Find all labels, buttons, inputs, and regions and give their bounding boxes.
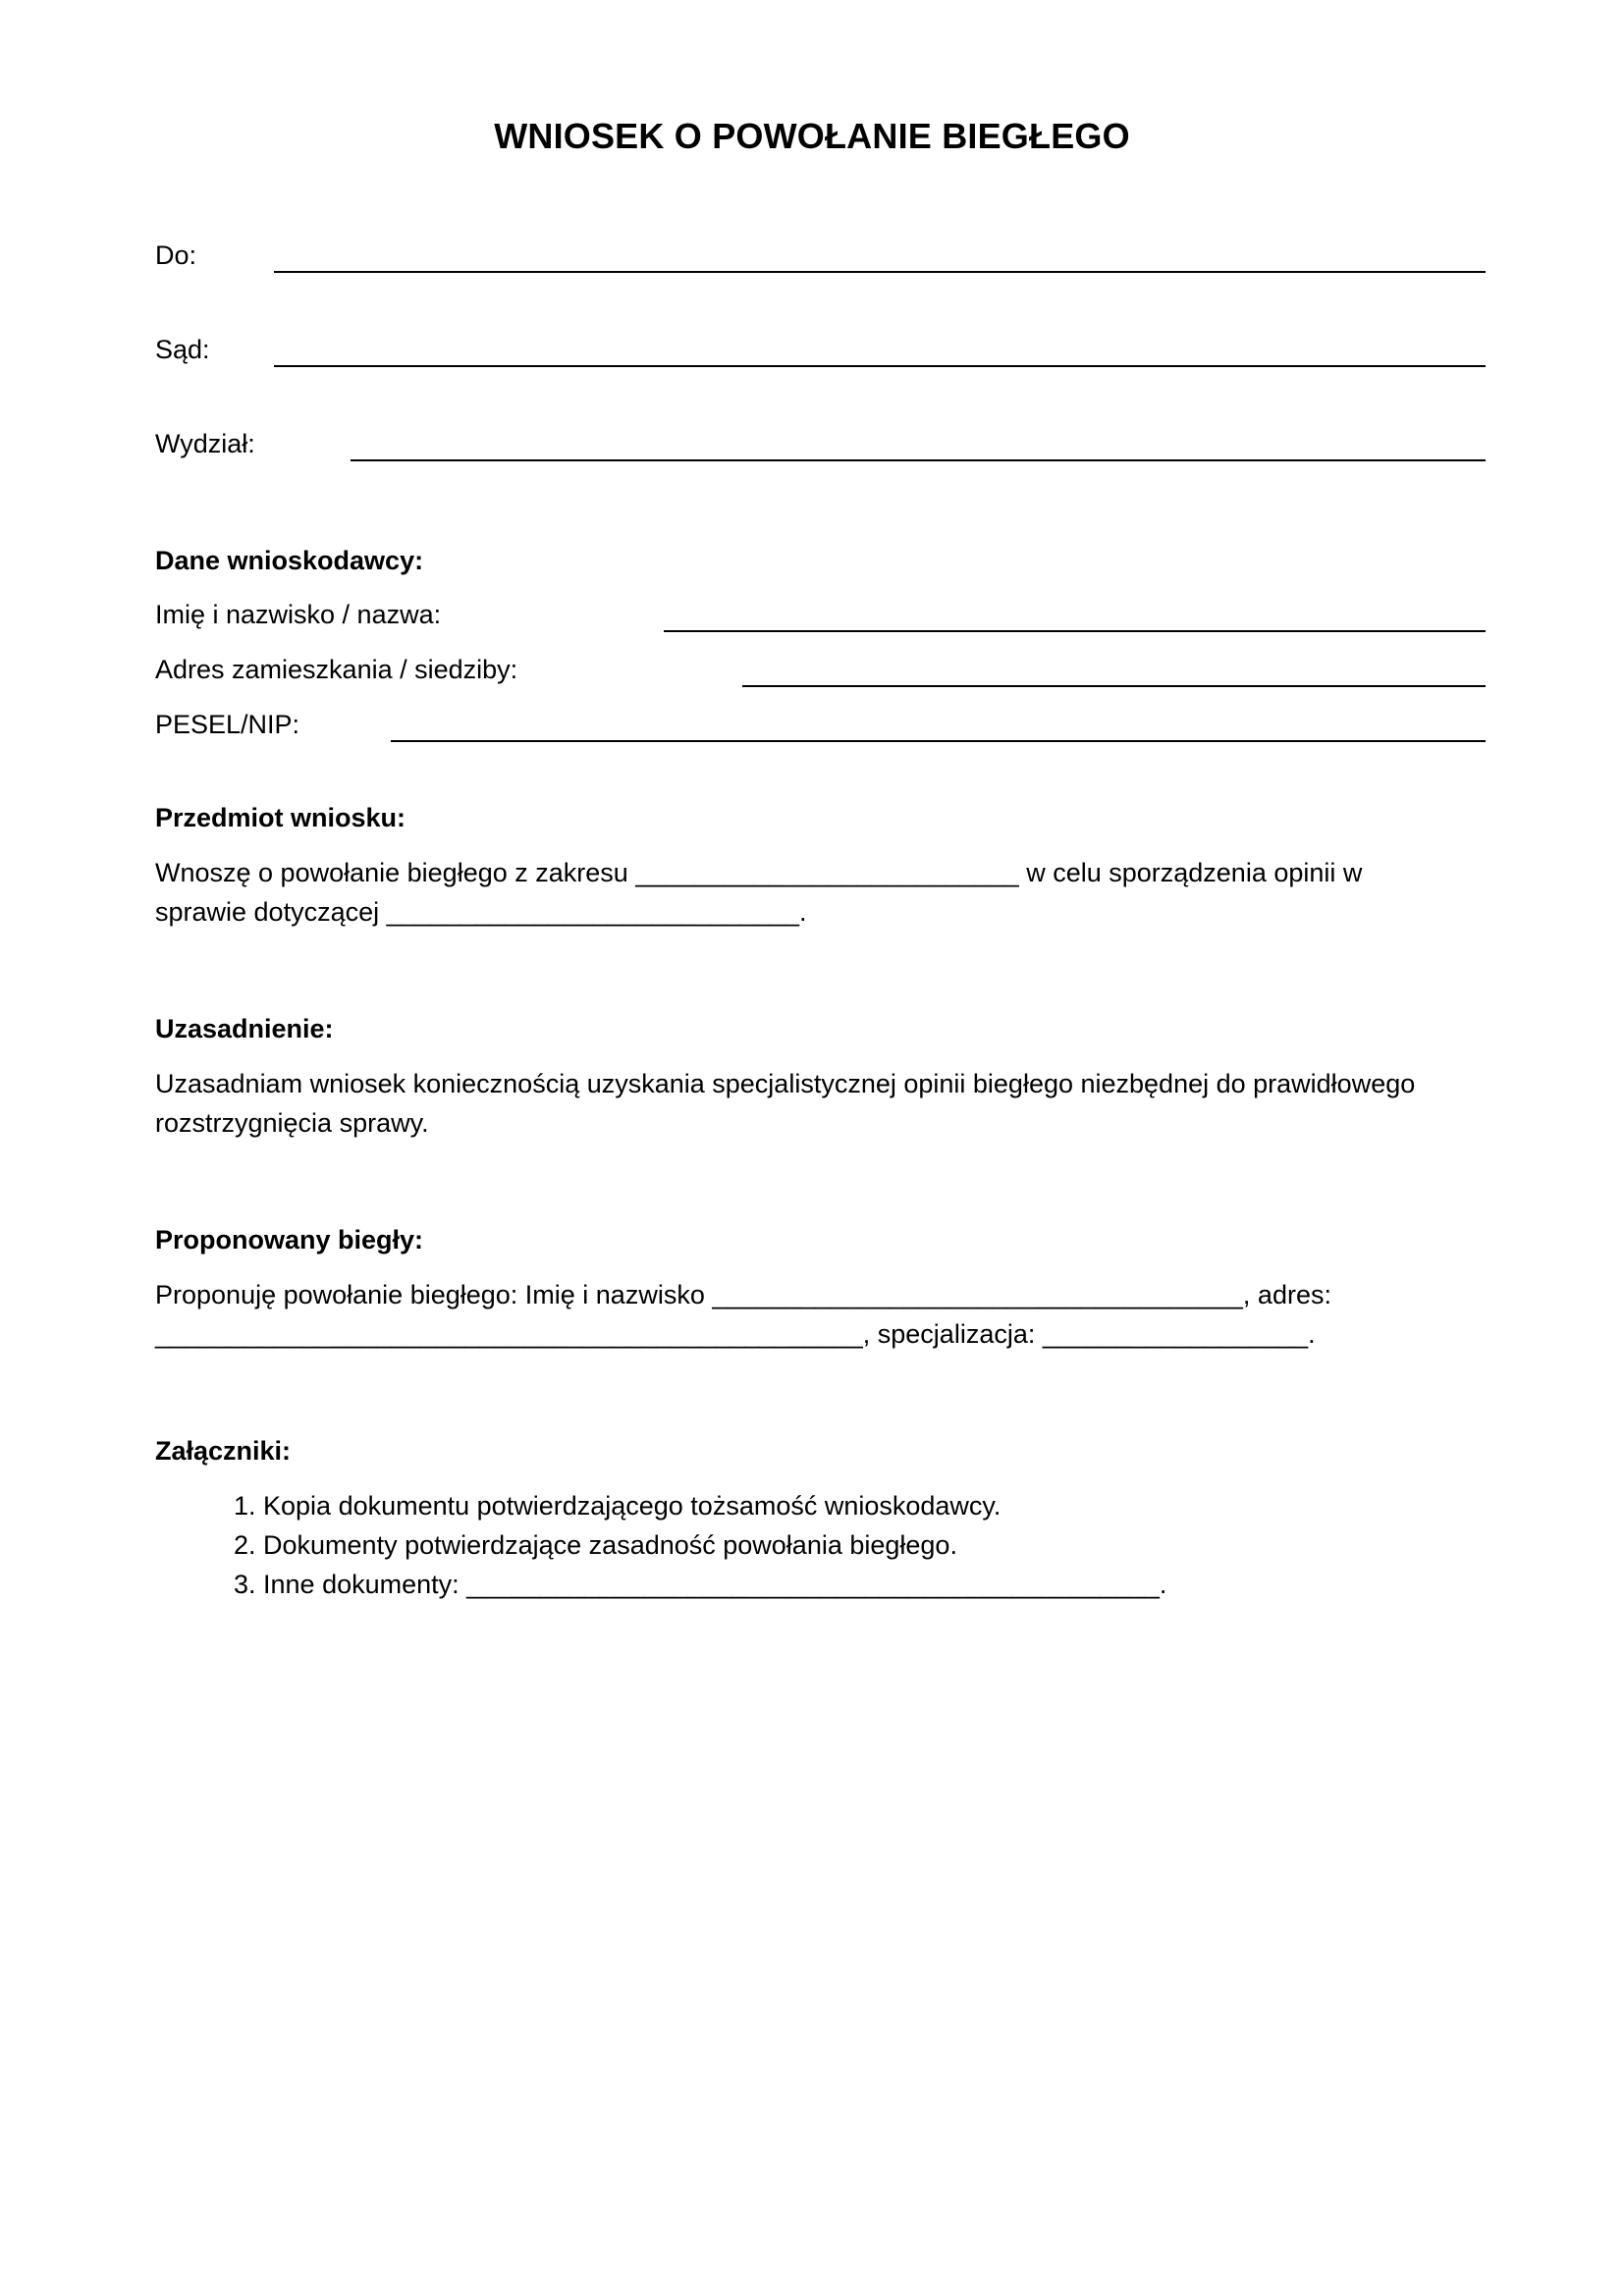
justification-heading: Uzasadnienie: xyxy=(155,1014,334,1043)
subject-line-2: sprawie dotyczącej ____________________________. xyxy=(155,897,807,927)
sad-label: Sąd: xyxy=(155,335,210,364)
applicant-heading: Dane wnioskodawcy: xyxy=(155,546,424,575)
proposed-expert-heading: Proponowany biegły: xyxy=(155,1225,424,1255)
subject-line-1: Wnoszę o powołanie biegłego z zakresu __________________________ w celu sporządzenia opinii w xyxy=(155,858,1363,887)
attachments-heading: Załączniki: xyxy=(155,1436,292,1466)
do-field-line[interactable] xyxy=(274,271,1486,273)
wydzial-label: Wydział: xyxy=(155,429,255,458)
attachment-item-1: 1. Kopia dokumentu potwierdzającego tożsamość wnioskodawcy. xyxy=(234,1491,1001,1521)
applicant-name-line[interactable] xyxy=(664,630,1486,632)
proposed-expert-line-2: ________________________________________________, specjalizacja: __________________. xyxy=(155,1319,1316,1349)
wydzial-field-line[interactable] xyxy=(351,459,1486,461)
justification-line-2: rozstrzygnięcia sprawy. xyxy=(155,1108,429,1138)
applicant-name-label: Imię i nazwisko / nazwa: xyxy=(155,600,442,629)
applicant-address-line[interactable] xyxy=(742,685,1486,687)
proposed-expert-line-1: Proponuję powołanie biegłego: Imię i nazwisko ____________________________________, adres: xyxy=(155,1280,1331,1309)
attachment-item-3: 3. Inne dokumenty: _______________________________________________. xyxy=(234,1570,1167,1599)
applicant-address-label: Adres zamieszkania / siedziby: xyxy=(155,655,518,684)
pesel-line[interactable] xyxy=(391,740,1486,742)
pesel-label: PESEL/NIP: xyxy=(155,710,300,739)
justification-line-1: Uzasadniam wniosek koniecznością uzyskania specjalistycznej opinii biegłego niezbędnej do prawidłowego xyxy=(155,1069,1416,1098)
document-title: WNIOSEK O POWOŁANIE BIEGŁEGO xyxy=(494,116,1130,156)
subject-heading: Przedmiot wniosku: xyxy=(155,803,406,832)
sad-field-line[interactable] xyxy=(274,365,1486,367)
attachment-item-2: 2. Dokumenty potwierdzające zasadność powołania biegłego. xyxy=(234,1530,957,1560)
do-label: Do: xyxy=(155,240,197,270)
